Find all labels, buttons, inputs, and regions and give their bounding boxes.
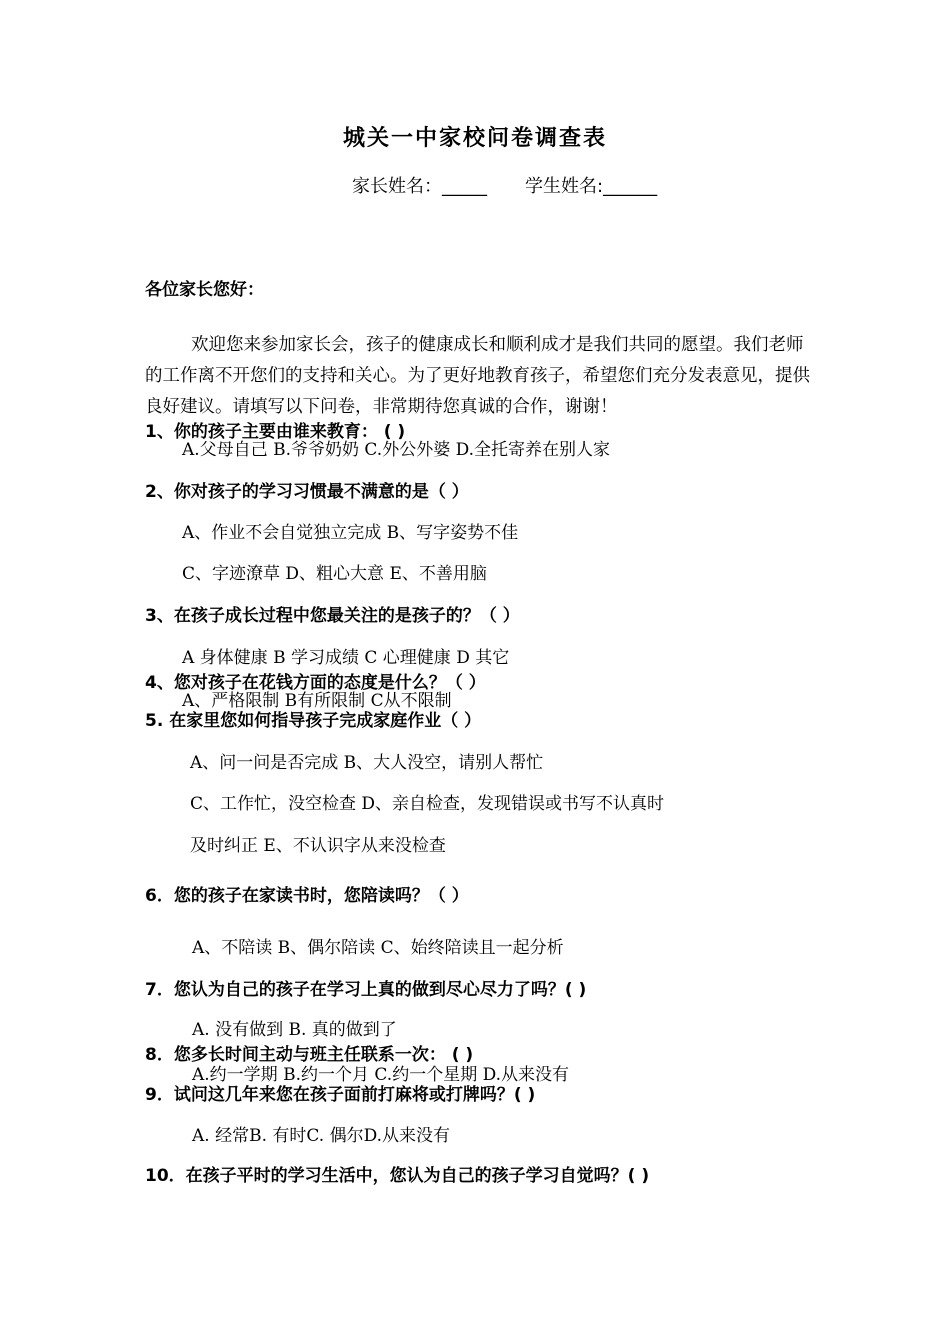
question-2: 2、你对孩子的学习习惯最不满意的是（ ） [145,482,469,502]
question-4: 4、您对孩子在花钱方面的态度是什么？（ ） [145,673,486,693]
question-9-options[interactable]: A. 经常B. 有时C. 偶尔D.从来没有 [192,1126,451,1146]
question-7: 7．您认为自己的孩子在学习上真的做到尽心尽力了吗？( ) [145,980,587,1000]
question-6: 6．您的孩子在家读书时，您陪读吗？（ ） [145,886,469,906]
page-title: 城关一中家校问卷调查表 [342,126,607,151]
greeting: 各位家长您好： [145,280,264,300]
name-fields [352,178,657,196]
question-3-options[interactable]: A 身体健康 B 学习成绩 C 心理健康 D 其它 [182,648,510,668]
question-5-options-a[interactable]: A、问一问是否完成 B、大人没空，请别人帮忙 [190,753,544,773]
question-10: 10．在孩子平时的学习生活中，您认为自己的孩子学习自觉吗？( ) [145,1166,650,1186]
question-1: 1、你的孩子主要由谁来教育： ( ) [145,422,406,442]
question-3: 3、在孩子成长过程中您最关注的是孩子的？（ ） [145,606,520,626]
question-7-options[interactable]: A. 没有做到 B. 真的做到了 [192,1020,397,1040]
student-name-field[interactable]: 学生姓名:______ [525,176,658,197]
question-9: 9．试问这几年来您在孩子面前打麻将或打牌吗？( ) [145,1085,536,1105]
parent-name-field[interactable]: 家长姓名：_____ [352,176,487,197]
question-6-options[interactable]: A、不陪读 B、偶尔陪读 C、始终陪读且一起分析 [192,938,564,958]
question-2-options-b[interactable]: C、字迹潦草 D、粗心大意 E、不善用脑 [182,564,487,584]
intro-paragraph: 欢迎您来参加家长会，孩子的健康成长和顺利成才是我们共同的愿望。我们老师的工作离不开您们的支持和关心。为了更好地教育孩子，希望您们充分发表意见，提供良好建议。请填写以下问卷，非常期待您真诚的合作，谢谢！ [145,335,810,417]
question-4-options[interactable]: A、严格限制 B有所限制 C从不限制 [182,691,452,711]
question-5: 5. 在家里您如何指导孩子完成家庭作业（ ） [145,711,482,731]
question-2-options-a[interactable]: A、作业不会自觉独立完成 B、写字姿势不佳 [182,523,519,543]
question-8-options[interactable]: A.约一学期 B.约一个月 C.约一个星期 D.从来没有 [192,1065,570,1085]
question-1-options[interactable]: A.父母自己 B.爷爷奶奶 C.外公外婆 D.全托寄养在别人家 [182,440,611,460]
question-5-options-b[interactable]: C、工作忙，没空检查 D、亲自检查，发现错误或书写不认真时 [190,794,665,814]
question-8: 8．您多长时间主动与班主任联系一次： ( ) [145,1045,474,1065]
question-5-options-c[interactable]: 及时纠正 E、不认识字从来没检查 [190,836,446,856]
